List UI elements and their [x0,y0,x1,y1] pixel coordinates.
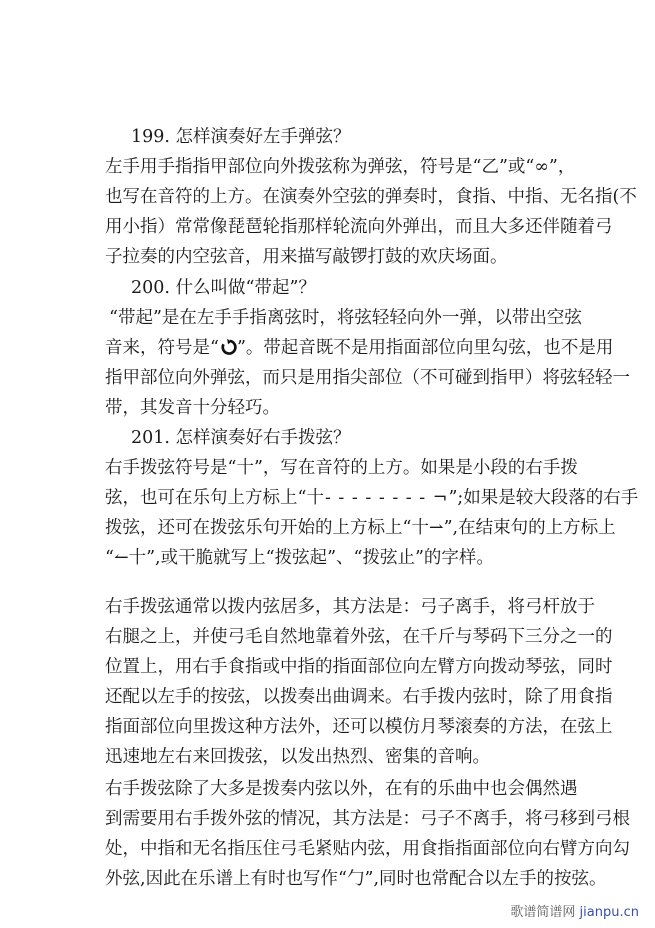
q201-para3-line: 右手拨弦除了大多是拨奏内弦以外，在有的乐曲中也会偶然遇 [105,779,578,799]
q201-para2-line: 位置上，用右手食指或中指的指面部位向左臂方向拨动琴弦，同时 [105,657,613,677]
q201-text-line: 拨弦，还可在拨弦乐句开始的上方标上“十⇀”,在结束句的上方标上 [105,518,616,538]
q199-text-line: 子拉奏的内空弦音，用来描写敲锣打鼓的欢庆场面。 [105,247,508,267]
q200-text-before-symbol: 音来，符号是“ [105,338,219,358]
q201-text-part: ”;如果是较大段落的右手 [448,488,639,508]
q201-para3-line: 到需要用右手拨外弦的情况，其方法是：弓子不离手，将弓移到弓根 [105,809,630,829]
site-watermark [510,901,639,920]
q201-para2-line: 指面部位向里拨这种方法外，还可以模仿月琴滚奏的方法，在弦上 [105,717,613,737]
pluck-dash-notation: 十- - - - - - - - ¬ [306,488,449,508]
q201-para2-line: 右腿之上，并使弓毛自然地靠着外弦，在千斤与琴码下三分之一的 [105,627,613,647]
q199-heading: 199. 怎样演奏好左手弹弦？ [131,127,351,147]
q200-text-line: “带起”是在左手手指离弦时，将弦轻轻向外一弹，以带出空弦 [109,308,582,328]
q200-text-line [105,337,613,359]
q200-text-after-symbol: ”。带起音既不是用指面部位向里勾弦，也不是用 [236,338,614,358]
q199-text-line: 左手用手指指甲部位向外拨弦称为弹弦，符号是“乙”或“∞”， [105,157,576,177]
q200-heading: 200. 什么叫做“带起”？ [131,278,316,298]
q199-text-line: 也写在音符的上方。在演奏外空弦的弹奏时，食指、中指、无名指(不 [105,187,637,207]
q201-para3-line: 处，中指和无名指压住弓毛紧贴内弦，用食指指面部位向右臂方向勾 [105,839,630,859]
watermark-url: jianpu.cn [579,905,639,920]
q201-text-part: 弦，也可在乐句上方标上“ [105,488,307,508]
q201-text-line: “↼十”,或干脆就写上“拨弦起”、“拨弦止”的字样。 [105,548,494,568]
q201-para2-line: 迅速地左右来回拨弦，以发出热烈、密集的音响。 [105,747,490,767]
daiqi-circle-arrow-icon [219,338,237,356]
q201-text-line [105,487,638,509]
watermark-site-name: 歌谱简谱网 [510,905,576,920]
q199-text-line: 用小指）常常像琵琶轮指那样轮流向外弹出，而且大多还伴随着弓 [105,217,613,237]
q201-text-line: 右手拨弦符号是“十”，写在音符的上方。如果是小段的右手拨 [105,458,578,478]
q201-para2-line: 右手拨弦通常以拨内弦居多，其方法是：弓子离手，将弓杆放于 [105,597,595,617]
q200-text-line: 指甲部位向外弹弦，而只是用指尖部位（不可碰到指甲）将弦轻轻一 [105,368,630,388]
q201-para2-line: 还配以左手的按弦，以拨奏出曲调来。右手拨内弦时，除了用食指 [105,687,613,707]
q200-text-line: 带，其发音十分轻巧。 [105,398,280,418]
q201-heading: 201. 怎样演奏好右手拨弦？ [131,428,351,448]
q201-para3-line: 外弦,因此在乐谱上有时也写作“勹”,同时也常配合以左手的按弦。 [105,869,607,889]
